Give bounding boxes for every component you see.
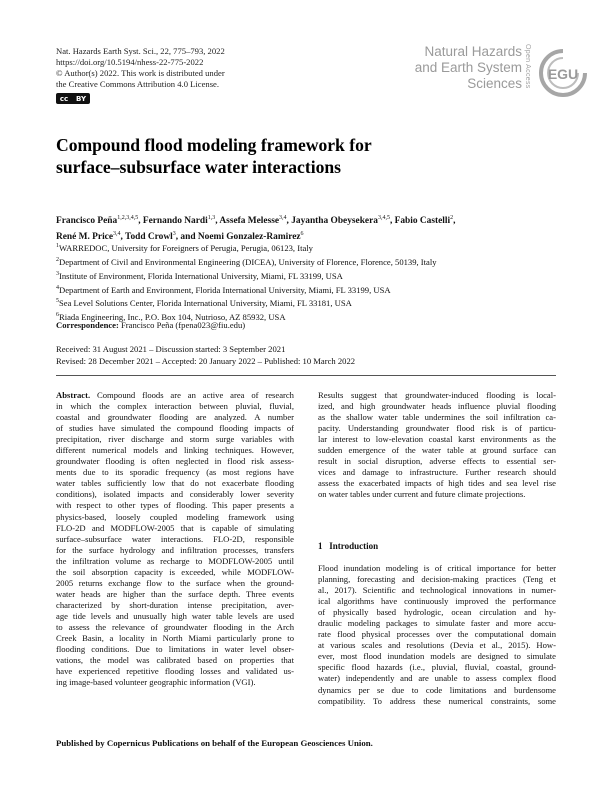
text-line: draulic modeling packages to simulate faster and more accu- bbox=[318, 618, 556, 629]
text-line: lar interest to low-elevation coastal karst environments as the bbox=[318, 434, 556, 445]
author-affiliation-marker: 2 bbox=[450, 215, 454, 221]
section-number: 1 bbox=[318, 541, 323, 551]
text-line: ing image-based volunteer geographic information (VGI). bbox=[56, 677, 256, 688]
text-line: characterized by short-duration intense precipitation, aver- bbox=[56, 599, 294, 610]
author-name: Fabio Castelli bbox=[394, 216, 451, 227]
text-line: ments due to its sporadic frequency (as most regions have bbox=[56, 467, 294, 478]
text-line: different numerical models and linking techniques. However, bbox=[56, 445, 294, 456]
text-line: vations, the model was calibrated based on properties that bbox=[56, 655, 294, 666]
text-line: of studies have simulated the compound flooding impacts of bbox=[56, 423, 294, 434]
author-affiliation-marker: 1,2,3,4,5 bbox=[117, 215, 139, 221]
text-line: Flood inundation modeling is of critical importance for better bbox=[318, 563, 556, 573]
author-affiliation-marker: 3,4 bbox=[113, 230, 121, 237]
cc-by-badge[interactable] bbox=[56, 93, 90, 104]
text-line: surface–subsurface water interactions. FLO-2D, responsible bbox=[56, 533, 294, 544]
text-line: the soil absorption capacity is exceeded, while MODFLOW- bbox=[56, 566, 294, 577]
text-line: Results suggest that groundwater-induced flooding is local- bbox=[318, 390, 556, 400]
text-line: on water tables under current and future climate projections. bbox=[318, 489, 526, 500]
text-line: the infiltration volume as recharge to MODFLOW-2005 until bbox=[56, 555, 294, 566]
affiliation-text: Department of Earth and Environment, Florida International University, Miami, FL 33199, USA bbox=[59, 284, 391, 295]
author-name: Noemi Gonzalez-Ramirez bbox=[197, 231, 301, 242]
text-line: flooding conditions. Due to limitations in water level obser- bbox=[56, 644, 294, 655]
text-line: 2005 returns exchange flow to the surface when the ground- bbox=[56, 577, 294, 588]
author-name: Assefa Melesse bbox=[219, 216, 280, 227]
text-line bbox=[56, 390, 294, 401]
text-line: ized, and high groundwater heads influence pluvial flooding bbox=[318, 401, 556, 412]
correspondence bbox=[56, 320, 245, 330]
license: the Creative Commons Attribution 4.0 License. bbox=[56, 79, 220, 89]
text-line: al., 2017). Scientific and technological innovations in numer- bbox=[318, 585, 556, 596]
text-line: sudden emergence of the water table at ground surface can bbox=[318, 445, 556, 456]
affiliation-marker: 3 bbox=[56, 270, 59, 277]
affiliation-text: Department of Civil and Environmental Engineering (DICEA), University of Florence, Florence, 50139, Italy bbox=[59, 256, 437, 267]
text-line: dynamics per se due to code limitations and burdensome bbox=[318, 684, 556, 695]
text-line: water tables sufficiently low that do not exacerbate flooding bbox=[56, 478, 294, 489]
affiliation-marker: 2 bbox=[56, 256, 59, 263]
journal-line: Natural Hazards bbox=[424, 44, 522, 59]
author-name: Jayantha Obeysekera bbox=[291, 216, 378, 227]
text-line-content: Compound floods are an active area of research bbox=[97, 390, 294, 400]
text-line: at various scales and resolutions (Devia et al., 2015). How- bbox=[318, 640, 556, 651]
abstract-label: Abstract. bbox=[56, 390, 91, 400]
affiliation bbox=[56, 254, 556, 268]
egu-logo-icon bbox=[538, 48, 588, 98]
journal-name bbox=[415, 44, 522, 92]
text-line: of physically based hydrologic, ocean circulation and hy- bbox=[318, 607, 556, 618]
text-line: rate flood physical processes over the computational domain bbox=[318, 629, 556, 640]
title-line: surface–subsurface water interactions bbox=[56, 157, 342, 177]
affiliation-list bbox=[56, 240, 556, 323]
text-line: groundwater flooding is often neglected in flood risk assess- bbox=[56, 456, 294, 467]
affiliation-marker: 6 bbox=[56, 312, 59, 319]
section-heading-introduction bbox=[318, 541, 378, 551]
text-line: result in social disruption, adverse effects to essential ser- bbox=[318, 456, 556, 467]
doi-link[interactable]: https://doi.org/10.5194/nhess-22-775-2022 bbox=[56, 57, 204, 67]
text-line: have experienced repetitive flooding losses and validated us- bbox=[56, 666, 294, 677]
abstract-continuation bbox=[318, 390, 556, 500]
text-line: for the surface hydrology and infiltration processes, transfers bbox=[56, 544, 294, 555]
journal-line: Sciences bbox=[467, 76, 522, 91]
text-line: water) independently and are unable to assess complex flood bbox=[318, 673, 556, 684]
citation: Nat. Hazards Earth Syst. Sci., 22, 775–793, 2022 bbox=[56, 46, 225, 56]
publisher-footer: Published by Copernicus Publications on behalf of the European Geosciences Union. bbox=[56, 738, 373, 748]
affiliation-marker: 5 bbox=[56, 298, 59, 305]
text-line: physics-based, loosely coupled modeling framework using bbox=[56, 511, 294, 522]
affiliation bbox=[56, 240, 556, 254]
text-line: ever, most flood inundation models are designed to simulate bbox=[318, 651, 556, 662]
correspondence-label: Correspondence: bbox=[56, 320, 119, 330]
text-line: as the shallow water table undermines the soil infiltration ca- bbox=[318, 412, 556, 423]
divider bbox=[56, 375, 556, 376]
affiliation bbox=[56, 295, 556, 309]
author-name: Fernando Nardi bbox=[142, 216, 208, 227]
author-list bbox=[56, 212, 556, 243]
copyright: © Author(s) 2022. This work is distributed under bbox=[56, 68, 225, 78]
correspondence-text[interactable]: Francisco Peña (fpena023@fiu.edu) bbox=[121, 320, 246, 330]
text-line: pacity. Understanding groundwater flood risk is of particu- bbox=[318, 423, 556, 434]
cc-badge-part: cc bbox=[59, 94, 69, 103]
publication-dates bbox=[56, 343, 355, 367]
author-affiliation-marker: 3,4,5 bbox=[377, 215, 390, 221]
text-line: precipitation, river discharge and storm surge variables with bbox=[56, 434, 294, 445]
text-line: planning, forecasting and decision-making practices (Teng et bbox=[318, 574, 556, 585]
introduction-body bbox=[318, 563, 556, 707]
text-line: assess the exacerbated impacts of high tides and sea level rise bbox=[318, 478, 556, 489]
text-line: age tide levels and unusually high water table levels are used bbox=[56, 610, 294, 621]
paper-title bbox=[56, 134, 556, 178]
section-title: Introduction bbox=[329, 541, 379, 551]
author-affiliation-marker: 3,4 bbox=[279, 215, 287, 221]
affiliation-text: Sea Level Solutions Center, Florida International University, Miami, FL 33181, USA bbox=[59, 298, 352, 309]
affiliation-text: Institute of Environment, Florida International University, Miami, FL 33199, USA bbox=[59, 270, 343, 281]
text-line: Creek Basin, a locality in North Miami particularly prone to bbox=[56, 633, 294, 644]
author-line: Francisco Peña$^{1,2,3,4,5}$, Fernando Nardi$^{1,3}$, Assefa Melesse$^{3,4}$, Jayantha Obeysekera$^{3,4,5}$, Fabio Castelli$^2$, bbox=[56, 215, 456, 227]
text-line: conditions), isolated impacts and considerably lower severity bbox=[56, 489, 294, 500]
affiliation-marker: 4 bbox=[56, 284, 59, 291]
cc-badge-part: BY bbox=[76, 94, 87, 103]
author-affiliation-marker: 3 bbox=[172, 230, 176, 237]
author-name: René M. Price bbox=[56, 231, 114, 242]
text-line: coastal and groundwater flooding are analyzed. A number bbox=[56, 412, 294, 423]
article-metadata bbox=[56, 46, 225, 90]
author-affiliation-marker: 1,3 bbox=[207, 215, 216, 221]
author-name: Todd Crowl bbox=[125, 231, 173, 242]
text-line: water heads are higher than the surface depth. Three events bbox=[56, 588, 294, 599]
affiliation-marker: 1 bbox=[56, 243, 59, 249]
text-line: in which the complex interaction between pluvial, fluvial, bbox=[56, 401, 294, 412]
journal-line: and Earth System bbox=[414, 60, 522, 75]
affiliation-text: Riada Engineering, Inc., P.O. Box 104, Nutrioso, AZ 85932, USA bbox=[59, 312, 286, 323]
author-affiliation-marker: 6 bbox=[300, 230, 304, 237]
abstract-column bbox=[56, 390, 294, 688]
text-line: with respect to other types of flooding. This paper presents a bbox=[56, 500, 294, 511]
text-line: specific flood hazards (i.e., pluvial, fluvial, coastal, ground- bbox=[318, 662, 556, 673]
dates-line: Revised: 28 December 2021 – Accepted: 20 January 2022 – Published: 10 March 2022 bbox=[56, 356, 356, 366]
text-line: ical algorithms have continuously improved the performance bbox=[318, 596, 556, 607]
text-line: to assess the relevance of groundwater flooding in the Arch bbox=[56, 621, 294, 632]
open-access-label: Open Access bbox=[524, 44, 531, 89]
affiliation bbox=[56, 268, 556, 282]
affiliation bbox=[56, 282, 556, 296]
dates-line: Received: 31 August 2021 – Discussion started: 3 September 2021 bbox=[56, 344, 286, 354]
text-line: compatibility. To address these numerical constraints, some bbox=[318, 695, 556, 706]
text-line: FLO-2D and MODFLOW-2005 that is capable of simulating bbox=[56, 522, 294, 533]
text-line: vices and damage to infrastructure. Further research should bbox=[318, 467, 556, 478]
author-line: René M. Price$^{3,4}$, Todd Crowl$^3$, and Noemi Gonzalez-Ramirez$^6$ bbox=[56, 230, 304, 242]
affiliation-text: WARREDOC, University for Foreigners of Perugia, Perugia, 06123, Italy bbox=[59, 242, 313, 253]
title-line: Compound flood modeling framework for bbox=[56, 135, 372, 155]
author-name: Francisco Peña bbox=[56, 216, 118, 227]
egu-logo-text: EGU bbox=[547, 66, 579, 82]
